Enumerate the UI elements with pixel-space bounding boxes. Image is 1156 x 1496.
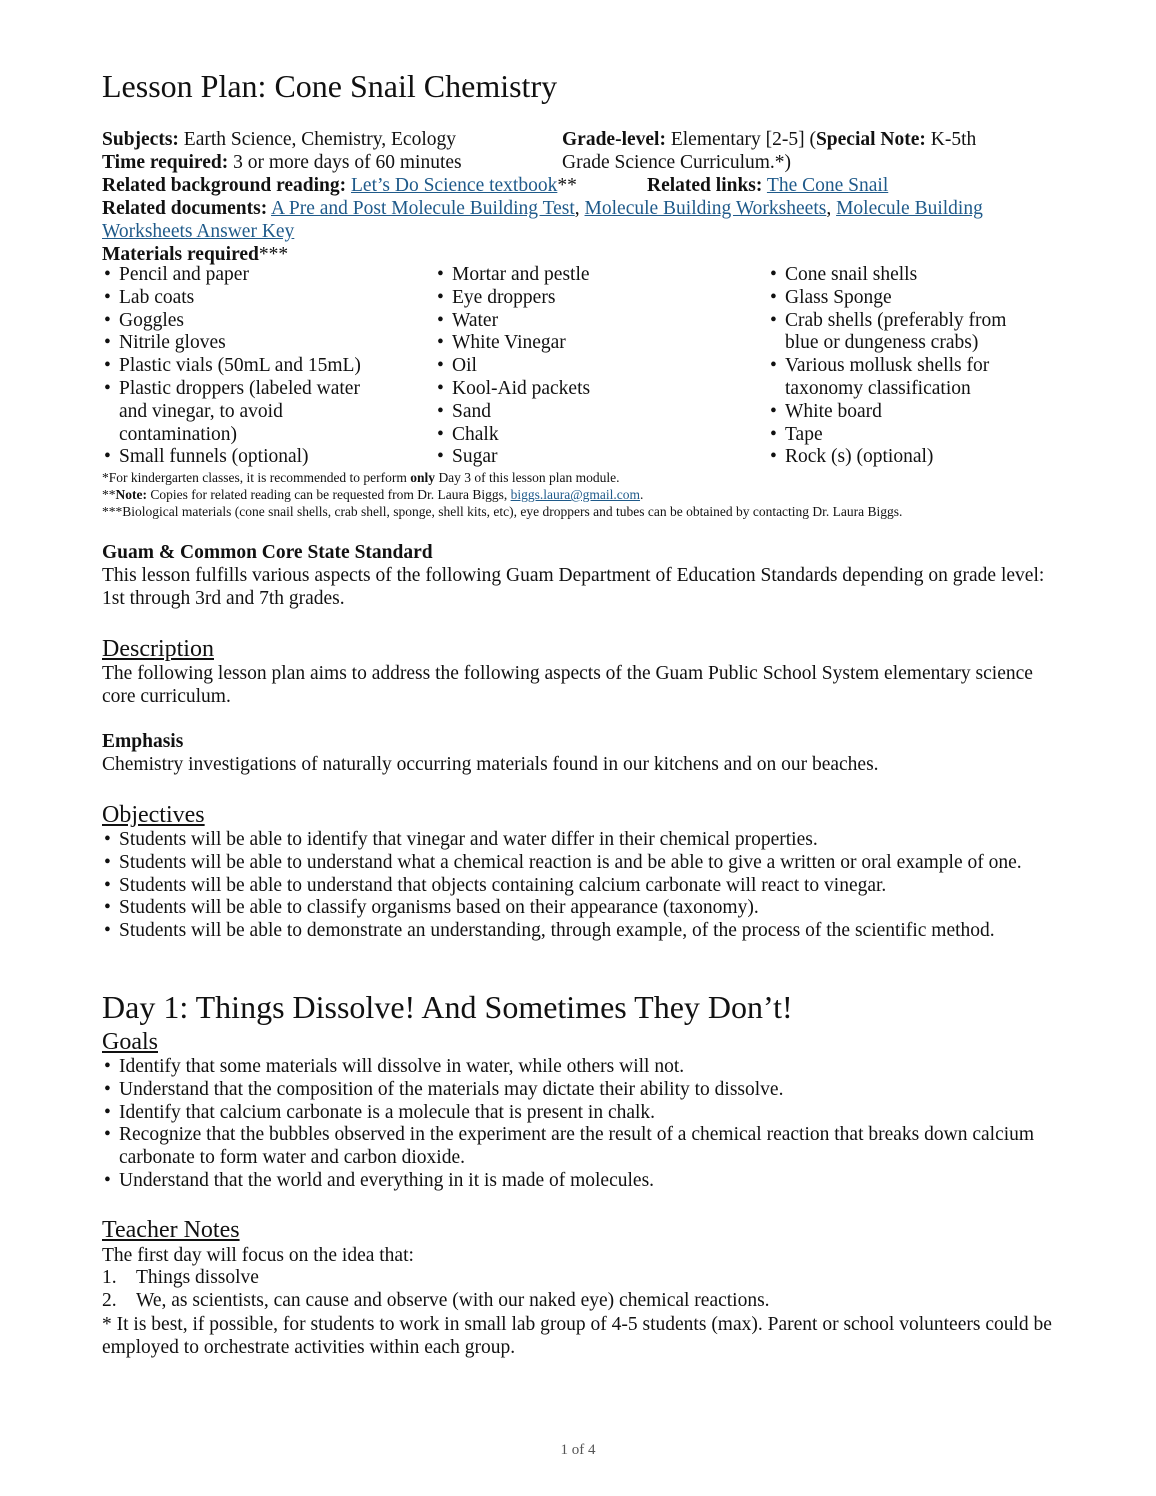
item-text: Things dissolve bbox=[136, 1267, 259, 1288]
footnote-bold: only bbox=[410, 470, 436, 485]
item-text: We, as scientists, can cause and observe (with our naked eye) chemical reactions. bbox=[136, 1289, 770, 1311]
answer-key-link-continued[interactable]: Worksheets Answer Key bbox=[102, 221, 295, 242]
grade-value: Elementary [2-5] ( bbox=[670, 129, 816, 150]
material-item: • Sugar bbox=[435, 446, 735, 469]
footnote-text: *For kindergarten classes, it is recommended to perform bbox=[102, 470, 411, 485]
materials-column-2 bbox=[435, 264, 735, 469]
material-item: • Sand bbox=[435, 401, 735, 424]
goal-item: • Understand that the world and everything in it is made of molecules. bbox=[102, 1170, 1062, 1193]
material-item: • Tape bbox=[768, 424, 1033, 447]
emphasis-text: Chemistry investigations of naturally occurring materials found in our kitchens and on our beaches. bbox=[102, 754, 879, 775]
footnote-kindergarten bbox=[102, 469, 620, 486]
separator: , bbox=[574, 198, 585, 219]
footnote-text: . bbox=[640, 487, 644, 502]
background-reading-label: Related background reading: bbox=[102, 175, 347, 196]
teacher-notes-intro: The first day will focus on the idea that: bbox=[102, 1245, 414, 1266]
objectives-list bbox=[102, 829, 1062, 943]
material-item: • Goggles bbox=[102, 310, 382, 333]
special-note-label: Special Note: bbox=[815, 129, 926, 150]
answer-key-link[interactable]: Molecule Building bbox=[836, 198, 983, 219]
materials-heading: Materials required bbox=[102, 244, 259, 265]
day1-title: Day 1: Things Dissolve! And Sometimes They Don’t! bbox=[102, 989, 793, 1025]
material-item: • White Vinegar bbox=[435, 332, 735, 355]
teacher-notes-item bbox=[102, 1267, 770, 1290]
subjects-label: Subjects: bbox=[102, 129, 179, 150]
goal-item: • Recognize that the bubbles observed in the experiment are the result of a chemical reaction that breaks down calcium carbonate to form water and carbon dioxide. bbox=[102, 1124, 1062, 1170]
email-link[interactable]: biggs.laura@gmail.com bbox=[510, 487, 641, 502]
footnote-text: Copies for related reading can be requested from Dr. Laura Biggs, bbox=[146, 487, 511, 502]
emphasis-heading: Emphasis bbox=[102, 731, 184, 752]
teacher-notes-item bbox=[102, 1290, 770, 1313]
objective-item: • Students will be able to demonstrate an understanding, through example, of the process of the scientific method. bbox=[102, 920, 1062, 943]
teacher-notes-heading: Teacher Notes bbox=[102, 1217, 240, 1243]
material-item: • Various mollusk shells for taxonomy classification bbox=[768, 355, 1033, 401]
cone-snail-link[interactable]: The Cone Snail bbox=[766, 175, 889, 196]
objective-item: • Students will be able to understand what a chemical reaction is and be able to give a written or oral example of one. bbox=[102, 852, 1062, 875]
footnote-note bbox=[102, 486, 643, 503]
materials-heading-suffix: *** bbox=[258, 244, 289, 265]
material-item: • Eye droppers bbox=[435, 287, 735, 310]
standard-text: This lesson fulfills various aspects of the following Guam Department of Education Standards depending on grade level: 1st through 3rd and 7th grades. bbox=[102, 565, 1045, 609]
background-reading-link[interactable]: Let’s Do Science textbook bbox=[351, 175, 558, 196]
subjects-value: Earth Science, Chemistry, Ecology bbox=[183, 129, 456, 150]
goal-item: • Understand that the composition of the materials may dictate their ability to dissolve. bbox=[102, 1079, 1062, 1102]
material-item: • Small funnels (optional) bbox=[102, 446, 382, 469]
material-item: • Cone snail shells bbox=[768, 264, 1033, 287]
material-item: • Glass Sponge bbox=[768, 287, 1033, 310]
objective-item: • Students will be able to classify organisms based on their appearance (taxonomy). bbox=[102, 897, 1062, 920]
material-item: • Mortar and pestle bbox=[435, 264, 735, 287]
pre-post-test-link[interactable]: A Pre and Post Molecule Building Test bbox=[271, 198, 575, 219]
goals-list bbox=[102, 1056, 1062, 1193]
material-item: • Nitrile gloves bbox=[102, 332, 382, 355]
objective-item: • Students will be able to understand that objects containing calcium carbonate will react to vinegar. bbox=[102, 875, 1062, 898]
related-links-label: Related links: bbox=[647, 175, 763, 196]
description-text: The following lesson plan aims to address the following aspects of the Guam Public School System elementary science core curriculum. bbox=[102, 663, 1033, 707]
footnote-marker: ** bbox=[102, 487, 116, 502]
material-item: • Plastic droppers (labeled water and vinegar, to avoid contamination) bbox=[102, 378, 369, 446]
materials-column-3 bbox=[768, 264, 1033, 469]
material-item: • Oil bbox=[435, 355, 735, 378]
related-documents-label: Related documents: bbox=[102, 198, 268, 219]
footnote-bold: Note: bbox=[115, 487, 147, 502]
special-note-value: K-5th bbox=[930, 129, 977, 150]
background-reading-suffix: ** bbox=[557, 175, 577, 196]
teacher-notes-list bbox=[102, 1267, 770, 1313]
material-item: • Lab coats bbox=[102, 287, 382, 310]
material-item: • Water bbox=[435, 310, 735, 333]
description-heading: Description bbox=[102, 636, 214, 662]
objectives-heading: Objectives bbox=[102, 802, 205, 828]
time-value: 3 or more days of 60 minutes bbox=[233, 152, 462, 173]
time-label: Time required: bbox=[102, 152, 229, 173]
footnote-biological: ***Biological materials (cone snail shells, crab shell, sponge, shell kits, etc), eye droppers and tubes can be obtained by contacting Dr. Laura Biggs. bbox=[102, 504, 903, 519]
material-item: • White board bbox=[768, 401, 1033, 424]
page-number: 1 of 4 bbox=[560, 1442, 596, 1458]
footnote-text: Day 3 of this lesson plan module. bbox=[435, 470, 620, 485]
item-number: 1. bbox=[102, 1267, 117, 1288]
separator: , bbox=[826, 198, 837, 219]
grade-label: Grade-level: bbox=[562, 129, 666, 150]
material-item: • Rock (s) (optional) bbox=[768, 446, 1033, 469]
material-item: • Kool-Aid packets bbox=[435, 378, 735, 401]
teacher-notes-tip: * It is best, if possible, for students to work in small lab group of 4-5 students (max). Parent or school volunteers could be employed to orchestrate activities within each group. bbox=[102, 1314, 1052, 1358]
worksheets-link[interactable]: Molecule Building Worksheets bbox=[584, 198, 827, 219]
document-title: Lesson Plan: Cone Snail Chemistry bbox=[102, 68, 558, 104]
grade-value-continued: Grade Science Curriculum.*) bbox=[562, 152, 792, 173]
material-item: • Plastic vials (50mL and 15mL) bbox=[102, 355, 382, 378]
goal-item: • Identify that some materials will dissolve in water, while others will not. bbox=[102, 1056, 1062, 1079]
materials-column-1 bbox=[102, 264, 382, 469]
standard-heading: Guam & Common Core State Standard bbox=[102, 542, 433, 563]
material-item: • Crab shells (preferably from blue or dungeness crabs) bbox=[768, 310, 1033, 356]
goal-item: • Identify that calcium carbonate is a molecule that is present in chalk. bbox=[102, 1102, 1062, 1125]
material-item: • Pencil and paper bbox=[102, 264, 382, 287]
goals-heading: Goals bbox=[102, 1029, 158, 1055]
material-item: • Chalk bbox=[435, 424, 735, 447]
item-number: 2. bbox=[102, 1289, 117, 1311]
objective-item: • Students will be able to identify that vinegar and water differ in their chemical properties. bbox=[102, 829, 1062, 852]
